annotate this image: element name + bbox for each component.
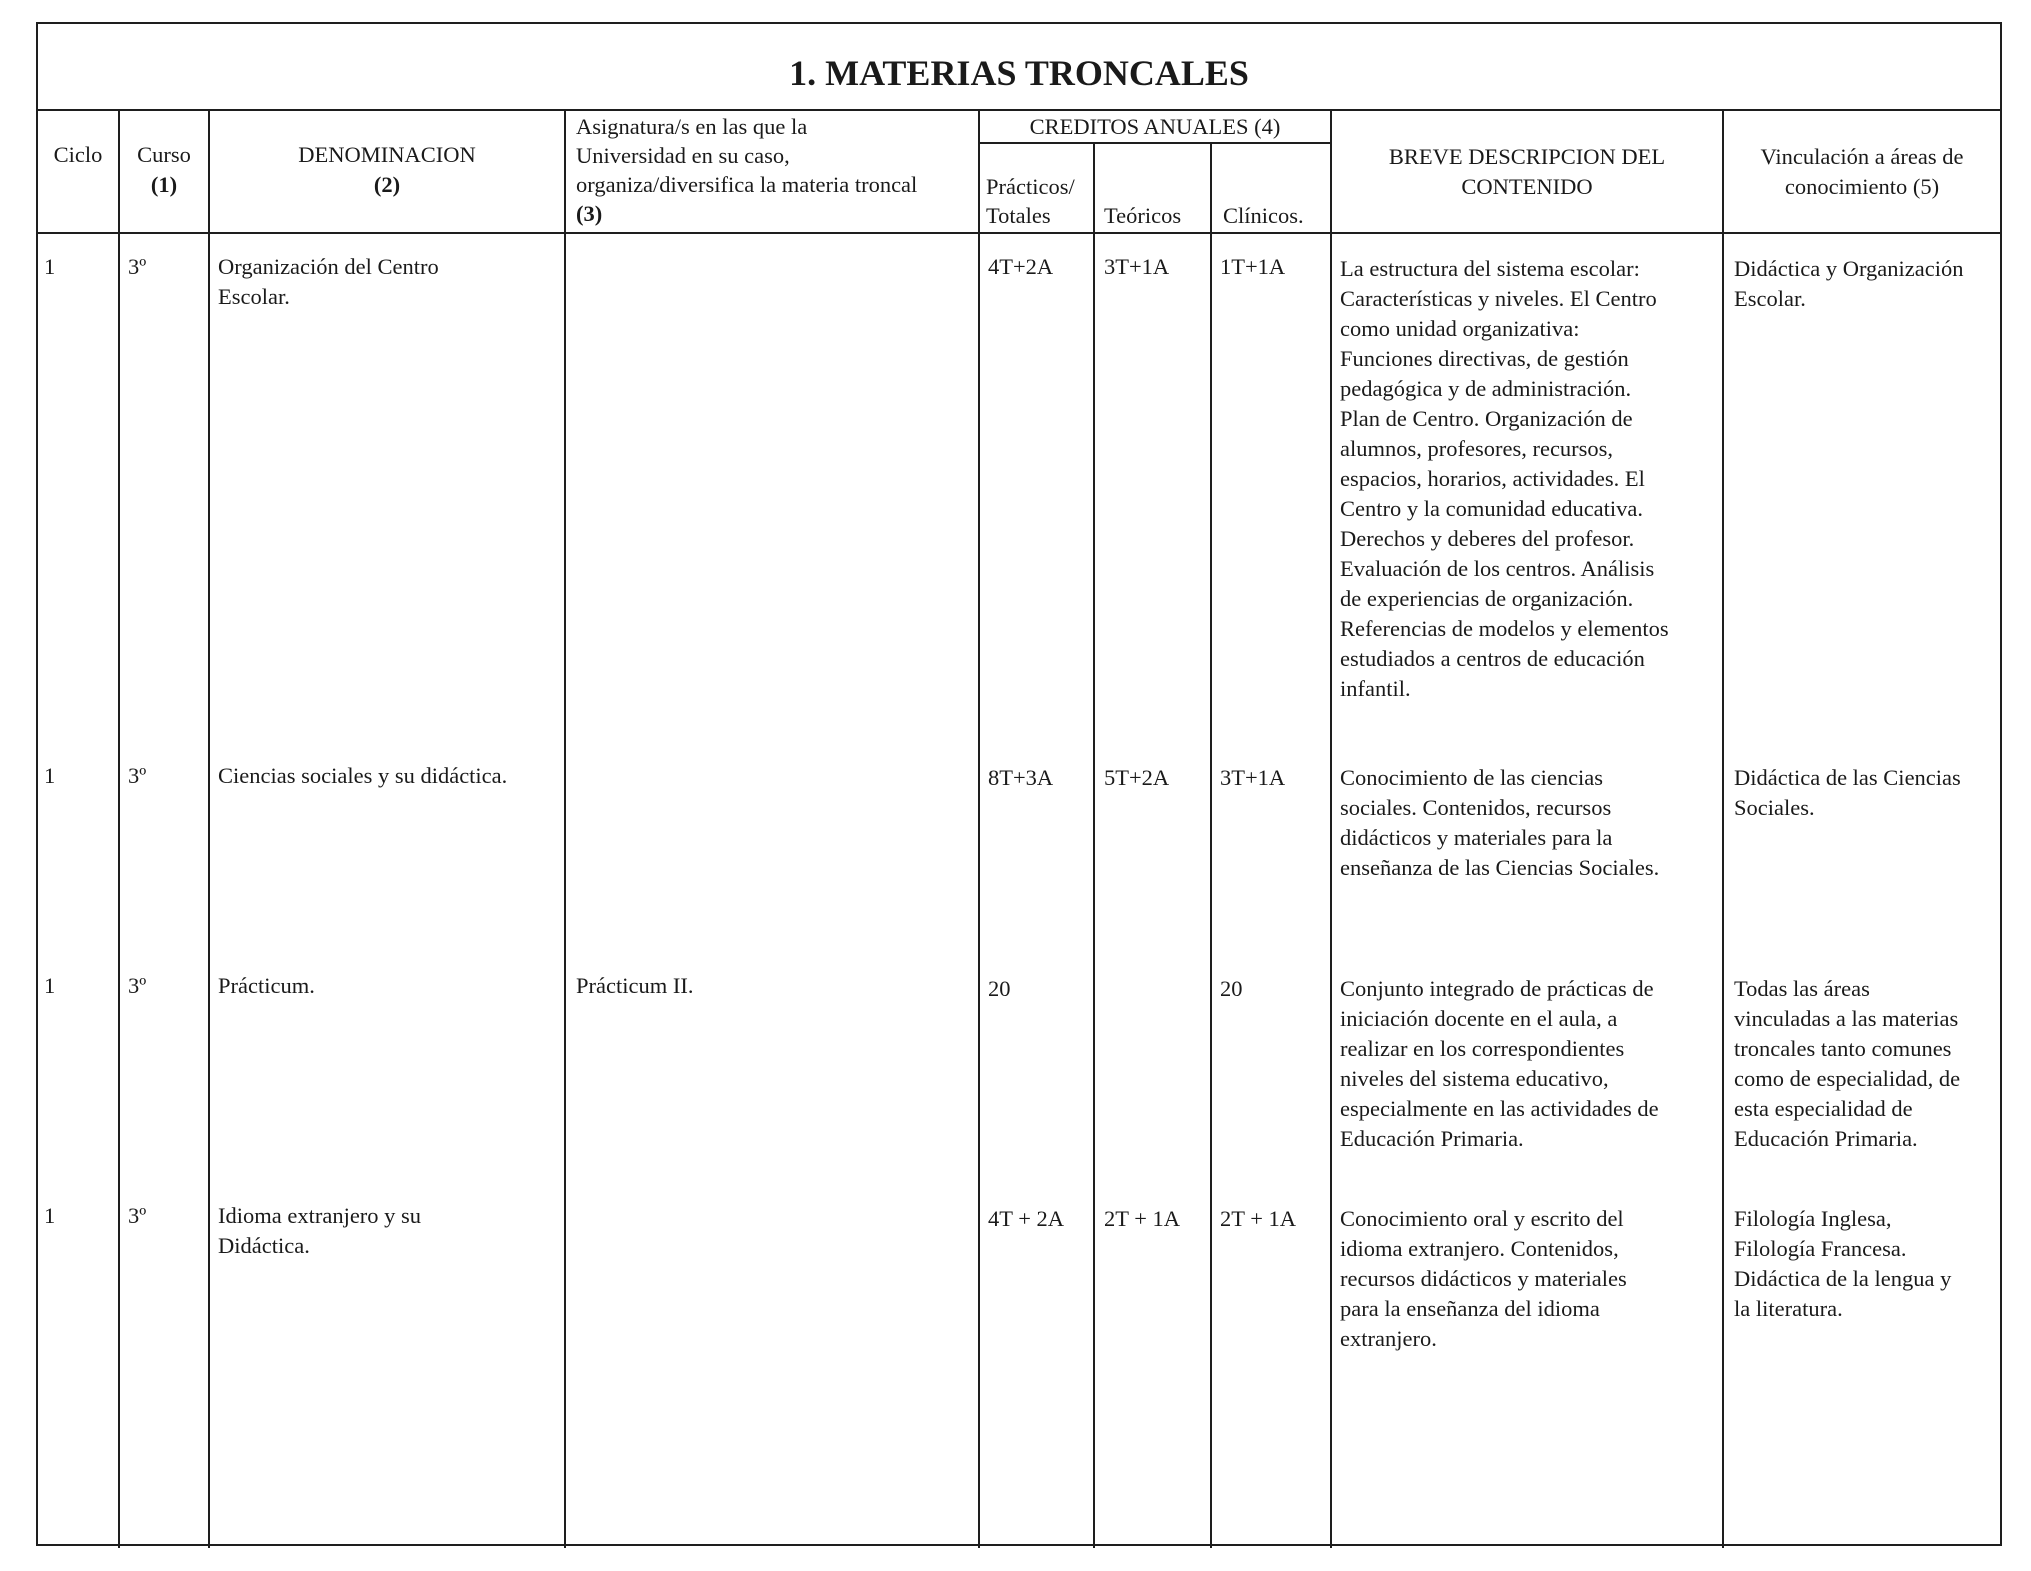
row-3-vinculacion (1734, 974, 1998, 1154)
row-2-descripcion-line: sociales. Contenidos, recursos (1340, 795, 1612, 820)
col-divider (564, 111, 566, 1548)
row-3-curso: 3º (128, 973, 147, 998)
row-1-descripcion-line: La estructura del sistema escolar: (1340, 256, 1640, 281)
row-1-descripcion-line: Plan de Centro. Organización de (1340, 406, 1633, 431)
header-asignatura-line: Asignatura/s en las que la (576, 114, 808, 139)
header-vinculacion-line: conocimiento (5) (1784, 174, 1940, 199)
header-practicos-line: Totales (986, 203, 1051, 228)
row-4-vinculacion-line: Filología Francesa. (1734, 1236, 1907, 1261)
row-4-denominacion-line: Idioma extranjero y su (218, 1203, 422, 1228)
col-divider (1330, 111, 1332, 1548)
row-4-denominacion-line: Didáctica. (218, 1233, 310, 1258)
row-1-descripcion-line: como unidad organizativa: (1340, 316, 1580, 341)
row-2-teoricos: 5T+2A (1104, 765, 1170, 790)
col-divider (1093, 142, 1095, 1548)
row-2-denominacion-line: Ciencias sociales y su didáctica. (218, 763, 508, 788)
header-denominacion-label: DENOMINACION (298, 142, 476, 167)
row-1-descripcion-line: Funciones directivas, de gestión (1340, 346, 1629, 371)
row-1-descripcion-line: infantil. (1340, 676, 1411, 701)
row-2-denominacion (218, 761, 558, 791)
header-creditos (980, 112, 1330, 142)
row-1-descripcion-line: Referencias de modelos y elementos (1340, 616, 1669, 641)
row-4-vinculacion (1734, 1204, 1998, 1324)
header-teoricos (1104, 201, 1209, 231)
header-clinicos (1223, 201, 1328, 231)
row-3-vinculacion-line: como de especialidad, de (1734, 1066, 1961, 1091)
row-1-teoricos: 3T+1A (1104, 254, 1170, 279)
row-2-ciclo: 1 (44, 763, 56, 788)
row-1-descripcion-line: Características y niveles. El Centro (1340, 286, 1657, 311)
row-4-descripcion-line: Conocimiento oral y escrito del (1340, 1206, 1624, 1231)
row-2-vinculacion-line: Didáctica de las Ciencias (1734, 765, 1961, 790)
row-1-descripcion-line: de experiencias de organización. (1340, 586, 1634, 611)
header-vinculacion-line: Vinculación a áreas de (1760, 144, 1964, 169)
col-divider (1210, 142, 1212, 1548)
row-3-vinculacion-line: Educación Primaria. (1734, 1126, 1918, 1151)
row-2-descripcion-line: Conocimiento de las ciencias (1340, 765, 1604, 790)
row-1-denominacion-line: Organización del Centro (218, 254, 439, 279)
row-2-vinculacion (1734, 763, 1998, 823)
row-3-descripcion-line: Educación Primaria. (1340, 1126, 1524, 1151)
row-1-descripcion-line: pedagógica y de administración. (1340, 376, 1632, 401)
page-title: 1. MATERIAS TRONCALES (38, 24, 2000, 111)
header-curso-label: Curso (137, 142, 191, 167)
row-4-denominacion (218, 1201, 558, 1261)
row-1-descripcion (1340, 254, 1720, 704)
header-creditos-label: CREDITOS ANUALES (4) (1029, 114, 1281, 139)
header-denominacion (210, 140, 564, 200)
row-1-descripcion-line: estudiados a centros de educación (1340, 646, 1645, 671)
header-vinculacion (1724, 142, 2000, 202)
row-3-practicos: 20 (988, 976, 1011, 1001)
table-frame (36, 22, 2002, 1546)
row-4-vinculacion-line: Filología Inglesa, (1734, 1206, 1892, 1231)
header-curso (120, 140, 208, 200)
header-descripcion (1332, 142, 1722, 202)
row-1-vinculacion (1734, 254, 1998, 314)
row-1-descripcion-line: espacios, horarios, actividades. El (1340, 466, 1645, 491)
header-descripcion-line: BREVE DESCRIPCION DEL (1388, 144, 1666, 169)
row-1-vinculacion-line: Escolar. (1734, 286, 1806, 311)
row-4-descripcion-line: idioma extranjero. Contenidos, (1340, 1236, 1619, 1261)
row-2-descripcion-line: enseñanza de las Ciencias Sociales. (1340, 855, 1660, 880)
row-2-clinicos: 3T+1A (1220, 765, 1286, 790)
row-3-vinculacion-line: vinculadas a las materias (1734, 1006, 1959, 1031)
header-denominacion-note: (2) (373, 172, 401, 197)
row-3-descripcion-line: niveles del sistema educativo, (1340, 1066, 1609, 1091)
row-3-denominacion (218, 971, 558, 1001)
row-2-practicos: 8T+3A (988, 765, 1054, 790)
row-3-vinculacion-line: troncales tanto comunes (1734, 1036, 1952, 1061)
row-1-descripcion-line: Centro y la comunidad educativa. (1340, 496, 1644, 521)
row-4-vinculacion-line: Didáctica de la lengua y (1734, 1266, 1952, 1291)
header-asignatura (576, 112, 976, 228)
row-3-ciclo: 1 (44, 973, 56, 998)
header-practicos-line: Prácticos/ (986, 174, 1075, 199)
row-3-descripcion-line: Conjunto integrado de prácticas de (1340, 976, 1654, 1001)
row-1-denominacion-line: Escolar. (218, 284, 290, 309)
header-asignatura-line: Universidad en su caso, (576, 143, 790, 168)
row-4-descripcion (1340, 1204, 1720, 1354)
row-3-asignatura: Prácticum II. (576, 973, 694, 998)
row-1-vinculacion-line: Didáctica y Organización (1734, 256, 1964, 281)
header-clinicos-label: Clínicos. (1223, 203, 1304, 228)
creditos-divider (978, 142, 1330, 144)
row-4-teoricos: 2T + 1A (1104, 1206, 1181, 1231)
row-4-descripcion-line: extranjero. (1340, 1326, 1437, 1351)
row-3-descripcion-line: iniciación docente en el aula, a (1340, 1006, 1618, 1031)
header-ciclo-label: Ciclo (53, 142, 103, 167)
row-3-vinculacion-line: esta especialidad de (1734, 1096, 1913, 1121)
col-divider (118, 111, 120, 1548)
row-2-curso: 3º (128, 763, 147, 788)
row-2-vinculacion-line: Sociales. (1734, 795, 1815, 820)
header-practicos (986, 172, 1091, 230)
row-3-descripcion-line: especialmente en las actividades de (1340, 1096, 1659, 1121)
row-1-denominacion (218, 252, 558, 312)
header-teoricos-label: Teóricos (1104, 203, 1182, 228)
row-3-descripcion (1340, 974, 1720, 1154)
row-2-descripcion-line: didácticos y materiales para la (1340, 825, 1613, 850)
row-1-descripcion-line: alumnos, profesores, recursos, (1340, 436, 1614, 461)
row-4-ciclo: 1 (44, 1203, 56, 1228)
row-4-clinicos: 2T + 1A (1220, 1206, 1297, 1231)
col-divider (978, 111, 980, 1548)
header-asignatura-note: (3) (576, 201, 603, 226)
row-1-descripcion-line: Derechos y deberes del profesor. (1340, 526, 1635, 551)
col-divider (1722, 111, 1724, 1548)
header-ciclo (38, 140, 118, 170)
row-2-descripcion (1340, 763, 1720, 883)
row-3-vinculacion-line: Todas las áreas (1734, 976, 1870, 1001)
header-descripcion-line: CONTENIDO (1461, 174, 1593, 199)
row-4-descripcion-line: recursos didácticos y materiales (1340, 1266, 1627, 1291)
row-4-curso: 3º (128, 1203, 147, 1228)
row-1-clinicos: 1T+1A (1220, 254, 1286, 279)
col-divider (208, 111, 210, 1548)
header-asignatura-line: organiza/diversifica la materia troncal (576, 172, 918, 197)
header-curso-note: (1) (150, 172, 178, 197)
row-1-ciclo: 1 (44, 254, 56, 279)
row-4-practicos: 4T + 2A (988, 1206, 1065, 1231)
row-4-descripcion-line: para la enseñanza del idioma (1340, 1296, 1600, 1321)
row-4-vinculacion-line: la literatura. (1734, 1296, 1843, 1321)
row-1-descripcion-line: Evaluación de los centros. Análisis (1340, 556, 1655, 581)
row-3-clinicos: 20 (1220, 976, 1243, 1001)
header-divider (38, 232, 2000, 234)
row-1-curso: 3º (128, 254, 147, 279)
row-3-denominacion-line: Prácticum. (218, 973, 315, 998)
row-3-descripcion-line: realizar en los correspondientes (1340, 1036, 1625, 1061)
row-1-practicos: 4T+2A (988, 254, 1054, 279)
